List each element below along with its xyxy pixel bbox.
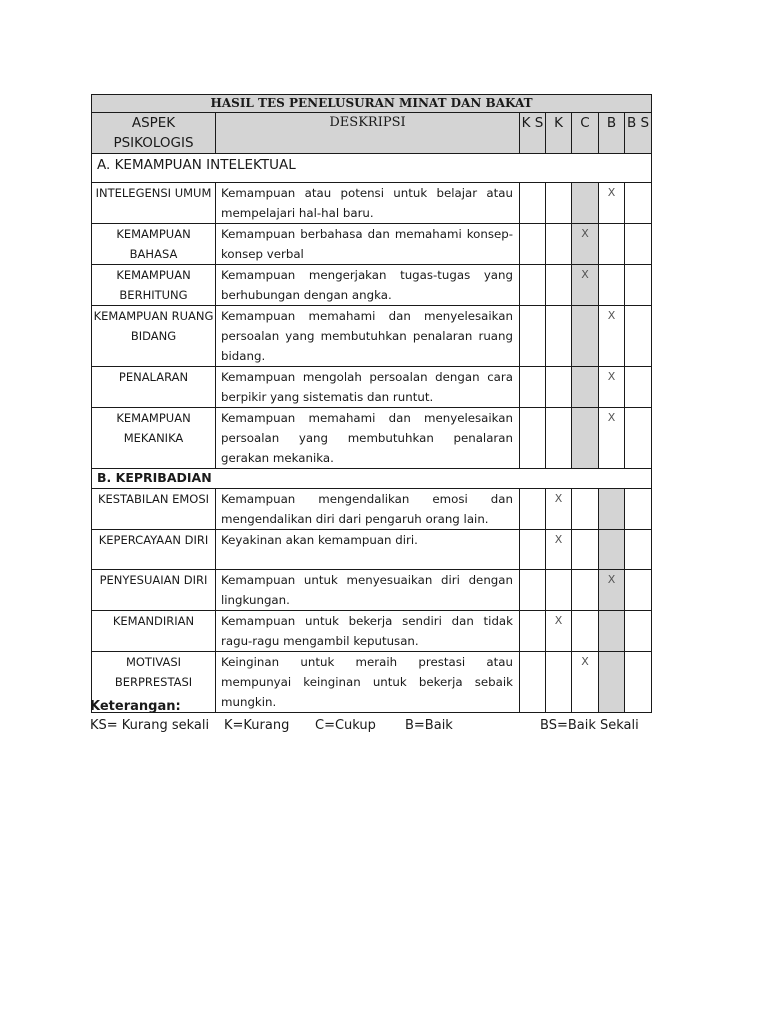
aspek-cell: KESTABILAN EMOSI bbox=[92, 489, 216, 530]
score-cell-ks bbox=[520, 224, 546, 265]
header-b: B bbox=[599, 113, 625, 154]
score-cell-c bbox=[572, 530, 599, 570]
score-cell-k bbox=[546, 367, 572, 408]
score-cell-k: X bbox=[546, 530, 572, 570]
header-bs: B S bbox=[625, 113, 652, 154]
score-cell-bs bbox=[625, 408, 652, 469]
deskripsi-cell: Kemampuan memahami dan menyelesaikan persoalan yang membutuhkan penalaran gerakan mekanika. bbox=[216, 408, 520, 469]
deskripsi-cell: Kemampuan berbahasa dan memahami konsep-konsep verbal bbox=[216, 224, 520, 265]
score-cell-ks bbox=[520, 570, 546, 611]
score-cell-ks bbox=[520, 183, 546, 224]
score-cell-k bbox=[546, 183, 572, 224]
aspek-cell: KEMAMPUAN RUANG BIDANG bbox=[92, 306, 216, 367]
section-heading-kepribadian: B. KEPRIBADIAN bbox=[92, 469, 652, 489]
score-cell-k bbox=[546, 265, 572, 306]
score-cell-c bbox=[572, 611, 599, 652]
score-cell-k bbox=[546, 408, 572, 469]
score-cell-b: X bbox=[599, 570, 625, 611]
legend-b: B=Baik bbox=[405, 718, 453, 733]
header-ks: K S bbox=[520, 113, 546, 154]
deskripsi-cell: Keyakinan akan kemampuan diri. bbox=[216, 530, 520, 570]
aspek-cell: PENALARAN bbox=[92, 367, 216, 408]
score-cell-c bbox=[572, 489, 599, 530]
aspek-cell: KEMANDIRIAN bbox=[92, 611, 216, 652]
table-row bbox=[92, 530, 652, 570]
score-cell-b bbox=[599, 611, 625, 652]
score-cell-bs bbox=[625, 183, 652, 224]
score-cell-bs bbox=[625, 530, 652, 570]
score-cell-b bbox=[599, 224, 625, 265]
score-cell-c bbox=[572, 183, 599, 224]
score-cell-b: X bbox=[599, 408, 625, 469]
score-cell-ks bbox=[520, 652, 546, 713]
score-cell-bs bbox=[625, 306, 652, 367]
results-table bbox=[91, 94, 652, 713]
score-cell-bs bbox=[625, 367, 652, 408]
score-cell-bs bbox=[625, 570, 652, 611]
legend-k: K=Kurang bbox=[224, 718, 290, 733]
score-cell-b bbox=[599, 652, 625, 713]
table-row bbox=[92, 183, 652, 224]
aspek-cell: PENYESUAIAN DIRI bbox=[92, 570, 216, 611]
score-cell-k bbox=[546, 224, 572, 265]
header-aspek: ASPEK PSIKOLOGIS bbox=[92, 113, 216, 154]
legend-title: Keterangan: bbox=[90, 699, 181, 714]
score-cell-ks bbox=[520, 611, 546, 652]
score-cell-ks bbox=[520, 408, 546, 469]
header-k: K bbox=[546, 113, 572, 154]
aspek-cell: INTELEGENSI UMUM bbox=[92, 183, 216, 224]
score-cell-c bbox=[572, 408, 599, 469]
score-cell-bs bbox=[625, 652, 652, 713]
deskripsi-cell: Kemampuan untuk menyesuaikan diri dengan lingkungan. bbox=[216, 570, 520, 611]
deskripsi-cell: Keinginan untuk meraih prestasi atau mempunyai keinginan untuk bekerja sebaik mungkin. bbox=[216, 652, 520, 713]
section-b-rows bbox=[92, 489, 652, 713]
table-row bbox=[92, 265, 652, 306]
deskripsi-cell: Kemampuan mengolah persoalan dengan cara berpikir yang sistematis dan runtut. bbox=[216, 367, 520, 408]
score-cell-bs bbox=[625, 224, 652, 265]
score-cell-k bbox=[546, 570, 572, 611]
score-cell-k bbox=[546, 306, 572, 367]
aspek-cell: KEMAMPUAN BERHITUNG bbox=[92, 265, 216, 306]
score-cell-b: X bbox=[599, 183, 625, 224]
score-cell-b bbox=[599, 530, 625, 570]
deskripsi-cell: Kemampuan mengendalikan emosi dan mengendalikan diri dari pengaruh orang lain. bbox=[216, 489, 520, 530]
score-cell-ks bbox=[520, 306, 546, 367]
table-title: HASIL TES PENELUSURAN MINAT DAN BAKAT bbox=[92, 95, 652, 113]
deskripsi-cell: Kemampuan memahami dan menyelesaikan persoalan yang membutuhkan penalaran ruang bidang. bbox=[216, 306, 520, 367]
aspek-cell: KEMAMPUAN MEKANIKA bbox=[92, 408, 216, 469]
section-heading-intelektual: A. KEMAMPUAN INTELEKTUAL bbox=[92, 154, 652, 183]
score-cell-bs bbox=[625, 265, 652, 306]
legend-ks: KS= Kurang sekali bbox=[90, 718, 210, 733]
score-cell-c: X bbox=[572, 652, 599, 713]
section-a-rows bbox=[92, 183, 652, 469]
deskripsi-cell: Kemampuan untuk bekerja sendiri dan tidak ragu-ragu mengambil keputusan. bbox=[216, 611, 520, 652]
legend-c: C=Cukup bbox=[315, 718, 376, 733]
header-deskripsi: DESKRIPSI bbox=[216, 113, 520, 154]
score-cell-b bbox=[599, 265, 625, 306]
score-cell-k: X bbox=[546, 611, 572, 652]
score-cell-k: X bbox=[546, 489, 572, 530]
score-cell-bs bbox=[625, 489, 652, 530]
deskripsi-cell: Kemampuan mengerjakan tugas-tugas yang berhubungan dengan angka. bbox=[216, 265, 520, 306]
score-cell-b bbox=[599, 489, 625, 530]
score-cell-c: X bbox=[572, 224, 599, 265]
header-c: C bbox=[572, 113, 599, 154]
score-cell-ks bbox=[520, 265, 546, 306]
table-row bbox=[92, 611, 652, 652]
aspek-cell: KEPERCAYAAN DIRI bbox=[92, 530, 216, 570]
table-row bbox=[92, 367, 652, 408]
table-row bbox=[92, 570, 652, 611]
deskripsi-cell: Kemampuan atau potensi untuk belajar atau mempelajari hal-hal baru. bbox=[216, 183, 520, 224]
aspek-cell: KEMAMPUAN BAHASA bbox=[92, 224, 216, 265]
table-row bbox=[92, 224, 652, 265]
legend-bs: BS=Baik Sekali bbox=[540, 718, 639, 733]
table-row bbox=[92, 306, 652, 367]
score-cell-b: X bbox=[599, 306, 625, 367]
table-row bbox=[92, 489, 652, 530]
score-cell-c bbox=[572, 570, 599, 611]
score-cell-ks bbox=[520, 489, 546, 530]
score-cell-bs bbox=[625, 611, 652, 652]
table-row bbox=[92, 408, 652, 469]
score-cell-k bbox=[546, 652, 572, 713]
score-cell-ks bbox=[520, 530, 546, 570]
score-cell-c bbox=[572, 367, 599, 408]
score-cell-b: X bbox=[599, 367, 625, 408]
score-cell-c bbox=[572, 306, 599, 367]
aspek-cell: MOTIVASI BERPRESTASI bbox=[92, 652, 216, 713]
score-cell-c: X bbox=[572, 265, 599, 306]
score-cell-ks bbox=[520, 367, 546, 408]
